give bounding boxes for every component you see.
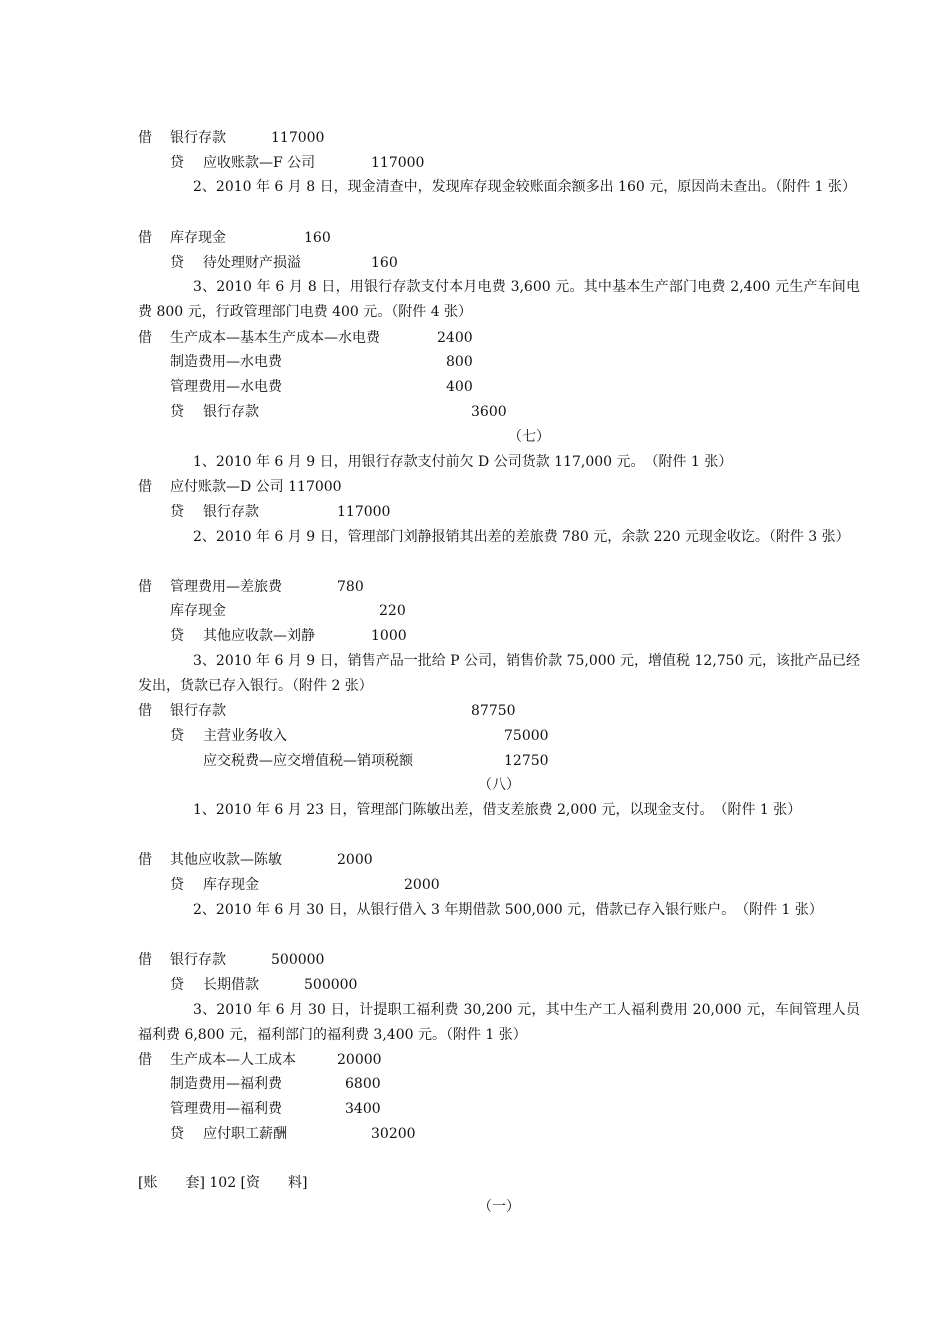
credit-marker: 贷 (170, 255, 184, 271)
amount: 780 (337, 579, 364, 595)
credit-marker: 贷 (170, 728, 184, 744)
credit-marker: 贷 (170, 977, 184, 993)
account-name: 长期借款 (203, 977, 259, 993)
credit-marker: 贷 (170, 1126, 184, 1142)
transaction-description: 1、2010 年 6 月 23 日，管理部门陈敏出差，借支差旅费 2,000 元，以现金支付。 （附件 1 张） (193, 802, 802, 818)
account-name: 制造费用—水电费 (170, 354, 282, 370)
transaction-description: 3、2010 年 6 月 8 日，用银行存款支付本月电费 3,600 元。其中基本生产部门电费 2,400 元生产车间电费 800 元，行政管理部门电费 400 元。（附件 4 张） (138, 279, 860, 320)
amount: 75000 (504, 728, 549, 744)
debit-marker: 借 (138, 1052, 152, 1068)
account-name: 应付职工薪酬 (203, 1126, 287, 1142)
account-name: 应交税费—应交增值税—销项税额 (203, 753, 413, 769)
amount: 2000 (404, 877, 440, 893)
account-name: 其他应收款—刘静 (203, 628, 315, 644)
amount: 2000 (337, 852, 373, 868)
amount: 500000 (304, 977, 358, 993)
account-name: 管理费用—水电费 (170, 379, 282, 395)
ledger-header: [账 套] 102 [资 料] (138, 1175, 308, 1191)
account-name: 应付账款—D 公司 117000 (170, 479, 342, 495)
amount: 30200 (371, 1126, 416, 1142)
account-name: 银行存款 (170, 703, 226, 719)
account-name: 生产成本—基本生产成本—水电费 (170, 330, 380, 346)
transaction-description: 2、2010 年 6 月 9 日，管理部门刘静报销其出差的差旅费 780 元，余款 220 元现金收讫。（附件 3 张） (193, 529, 850, 545)
transaction-description: 2、2010 年 6 月 30 日，从银行借入 3 年期借款 500,000 元，借款已存入银行账户。 （附件 1 张） (193, 902, 823, 918)
amount: 3600 (471, 404, 507, 420)
debit-marker: 借 (138, 703, 152, 719)
debit-marker: 借 (138, 130, 152, 146)
amount: 117000 (371, 155, 425, 171)
account-name: 管理费用—福利费 (170, 1101, 282, 1117)
section-heading: （八） (478, 777, 520, 793)
account-name: 其他应收款—陈敏 (170, 852, 282, 868)
amount: 20000 (337, 1052, 382, 1068)
amount: 117000 (337, 504, 391, 520)
account-name: 库存现金 (203, 877, 259, 893)
transaction-description: 3、2010 年 6 月 9 日，销售产品一批给 P 公司，销售价款 75,000 元，增值税 12,750 元，该批产品已经发出，货款已存入银行。（附件 2 张） (138, 653, 860, 694)
amount: 500000 (271, 952, 325, 968)
transaction-description: 2、2010 年 6 月 8 日，现金清查中，发现库存现金较账面余额多出 160 元，原因尚未查出。（附件 1 张） (193, 179, 857, 195)
transaction-description: 3、2010 年 6 月 30 日，计提职工福利费 30,200 元，其中生产工人福利费用 20,000 元，车间管理人员福利费 6,800 元，福利部门的福利费 3,400 元。（附件 1 张） (138, 1002, 860, 1043)
account-name: 银行存款 (170, 130, 226, 146)
amount: 3400 (345, 1101, 381, 1117)
amount: 2400 (437, 330, 473, 346)
debit-marker: 借 (138, 330, 152, 346)
amount: 117000 (271, 130, 325, 146)
section-heading: （七） (508, 429, 550, 445)
account-name: 银行存款 (170, 952, 226, 968)
amount: 800 (446, 354, 473, 370)
credit-marker: 贷 (170, 877, 184, 893)
account-name: 主营业务收入 (203, 728, 287, 744)
amount: 160 (304, 230, 331, 246)
debit-marker: 借 (138, 479, 152, 495)
debit-marker: 借 (138, 952, 152, 968)
account-name: 银行存款 (203, 504, 259, 520)
amount: 6800 (345, 1076, 381, 1092)
debit-marker: 借 (138, 230, 152, 246)
section-heading: （一） (478, 1199, 520, 1215)
credit-marker: 贷 (170, 628, 184, 644)
transaction-description: 1、2010 年 6 月 9 日，用银行存款支付前欠 D 公司货款 117,000 元。 （附件 1 张） (193, 454, 733, 470)
account-name: 库存现金 (170, 603, 226, 619)
credit-marker: 贷 (170, 404, 184, 420)
credit-marker: 贷 (170, 155, 184, 171)
amount: 1000 (371, 628, 407, 644)
debit-marker: 借 (138, 852, 152, 868)
amount: 12750 (504, 753, 549, 769)
account-name: 待处理财产损溢 (203, 255, 301, 271)
amount: 400 (446, 379, 473, 395)
account-name: 银行存款 (203, 404, 259, 420)
account-name: 制造费用—福利费 (170, 1076, 282, 1092)
amount: 87750 (471, 703, 516, 719)
debit-marker: 借 (138, 579, 152, 595)
account-name: 管理费用—差旅费 (170, 579, 282, 595)
amount: 160 (371, 255, 398, 271)
account-name: 库存现金 (170, 230, 226, 246)
credit-marker: 贷 (170, 504, 184, 520)
amount: 220 (379, 603, 406, 619)
account-name: 应收账款—F 公司 (203, 155, 316, 171)
account-name: 生产成本—人工成本 (170, 1052, 296, 1068)
